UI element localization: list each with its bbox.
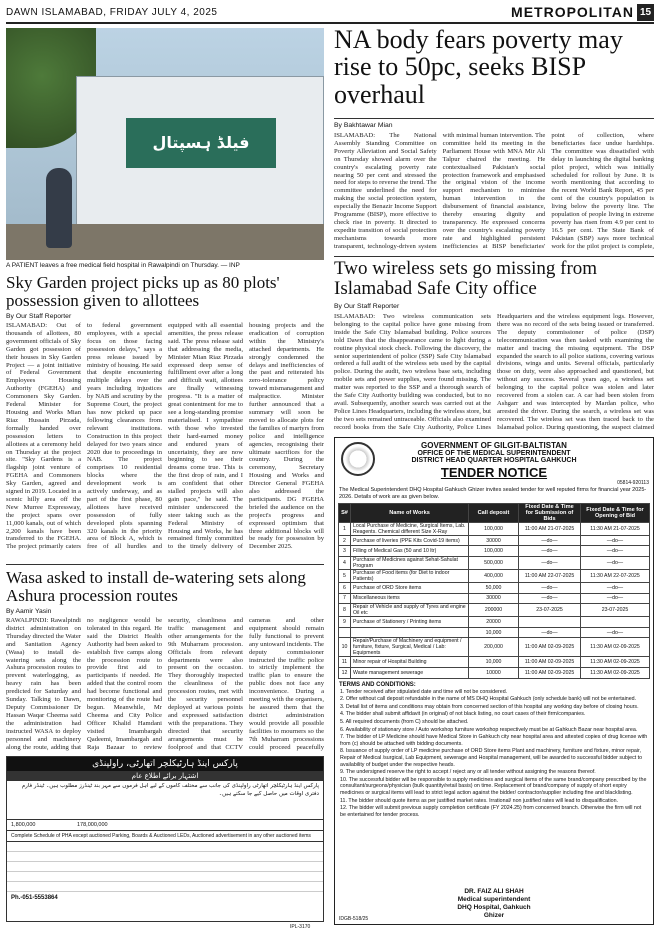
col-submission: Fixed Date & Time for Submission of Bids — [519, 503, 581, 522]
term-item: 11. The bidder should quote items as per justified market rates. Irrational/ non justified rates will lead to disqualification. — [340, 797, 619, 804]
cell-opening: —do— — [581, 627, 650, 638]
wasa-body: RAWALPINDI: Rawalpindi district administration on Thursday directed the Water and Sanitation Agency (Wasa) to install de-watering sets along the Ashura procession routes to prevent waterlogging, as heavy rain has been predicted for Saturday and Sunday. Talking to Dawn, Deputy Commissioner Dr Hassan Waqar Cheema said the administration had instructed WASA to deploy personnel and machinery along the route, adding that no negligence would be tolerated in this regard. He said the District Health Authority had been asked to establish five camps along the procession route to provide first aid to participants if needed. He added that the control room had become functional and monitoring of the route had begun. Meanwhile, Mr Cheema and City Police Officer Khalid Hamdani visited Imambargah Qadeemi, Imambargah and Raja Bazaar to review security, cleanliness and traffic management and other arrangements for the 9th Muharram procession. Officials from relevant departments were also present on the occasion. They thoroughly inspected the cleanliness of the procession routes, met with the security personnel deployed at various points and expressed satisfaction with the preparations. They directed that security arrangements must be foolproof and that CCTV cameras and other equipment should remain fully functional to prevent any untoward incidents. The deputy commissioner instructed the traffic police to strictly implement the traffic plan to ensure the public does not face any inconvenience. During a meeting with the organisers, he assured them that the district administration would provide all possible facilities to mourners so the 7th Muharram processions could proceed peacefully — [6, 617, 324, 751]
cell-sn: 2 — [339, 535, 351, 546]
wireless-byline: By Our Staff Reporter — [334, 303, 400, 310]
urdu-advertisement — [6, 756, 324, 922]
tender-table-header — [339, 503, 650, 522]
cell-work — [351, 627, 469, 638]
ad-amount-row — [7, 819, 323, 831]
cell-submission: —do— — [519, 593, 581, 604]
term-item: 12. The bidder will submit previous supply completion certificate (FY 2024.25) from concerned branch. Otherwise the firm will not be entertained for tender process. — [340, 805, 642, 818]
ad-body: پارکس اینڈ ہارٹیکلچر اتھارٹی راولپنڈی کی جانب سے مختلف کاموں کے لیے اہل فرموں سے مہر بند ٹینڈرز مطلوب ہیں۔ ٹینڈر فارم دفتری اوقات میں حاصل کیے جا سکتے ہیں۔ — [21, 783, 319, 797]
term-item: 10. The successful bidder will be responsible to supply medicines and surgical items of the same brand/company prescribed by the consultant/surgeons/physician (bulk quantity/retail basis) on time. Replacement of brand/company of supply of short expiry medicines or surgical items will lead to strict legal action against the bidder/ contractor/supplier including fine and blacklisting. — [340, 776, 647, 797]
signer-name: DR. FAIZ ALI SHAH — [464, 887, 524, 895]
term-item: 7. The bidder of LP Medicine should have Medical Store in Gahkuch city near hospital area and attested copies of drug license with from (c) should be attached with bidding documents. — [340, 734, 648, 747]
tender-title: TENDER NOTICE — [440, 465, 548, 480]
table-row — [339, 627, 650, 638]
cell-opening: —do— — [581, 582, 650, 593]
cell-work: Waste management sewerage — [351, 667, 469, 678]
cell-submission: —do— — [519, 556, 581, 569]
cell-opening: 23-07-2025 — [581, 604, 650, 617]
cell-opening: —do— — [581, 546, 650, 557]
table-row — [339, 657, 650, 668]
tender-table — [338, 503, 650, 679]
term-item: 2. Offer without call deposit refundable in the name of MS DHQ Hospital Gahkuch (only schedule bank) will not be entertained. — [340, 696, 637, 703]
ad-code: IPL-3170 — [290, 924, 311, 930]
skygarden-headline: Sky Garden project picks up as 80 plots' possession given to allottees — [6, 273, 280, 310]
cell-work: Filling of Medical Gas (50 and 10 ltr) — [351, 546, 469, 557]
col-sn: S# — [339, 503, 351, 522]
cell-work: Purchase of ORD Store items — [351, 582, 469, 593]
skygarden-byline: By Our Staff Reporter — [6, 313, 72, 320]
cell-sn: 3 — [339, 546, 351, 557]
skygarden-body: ISLAMABAD: Out of thousands of allottees, 80 government officials of Sky Garden got possession of their houses in Sky Garden Project — a joint initiative of Federal Government Employees Housing Authority (FGEHA) and Commoners Sky Garden. Federal Minister for Housing and Works Mian Riaz Hussain Pirzada, formally handed over possession letters to allottees at a ceremony held on Thursday at the project site. "Sky Gardens is a flagship joint venture of FGEHA and Commoners Sky Garden, agreed and signed in 2019. Located in a scenic hilly area off the New Murree Expressway, the project spans over 11,000 kanals, out of which 2,200 kanals have been transferred to the FGEHA. The project primarily caters to federal government employees, with a special focus on those facing possession delays," says a press release issued by ministry of housing. He said that despite encountering multiple delays over the years including injustices by NAB and scrutiny by the Supreme Court, the project has now picked up pace following clearances from relevant institutions. Construction in this project delayed for two years since 2020 due to proceedings in NAB. The project comprises 10 residential blocks where the development work is actively underway, and as part of the first phase, 80 allottees have received possession of fully developed plots spanning 320 kanals in the priority area of Block A, which is free of all hurdles and equipped with all essential amenities, the press release said. The press release said that addressing the media, Minister Mian Riaz Pirzada expressed deep sense of fulfillment over after a long and difficult wait, allottees are finally witnessing progress. "It is a matter of great contentment for me to see a long-standing promise materialised. I sympathise with those who invested their hard-earned money and endured years of uncertainty, they are now beginning to see their dreams come true. This is the first drop of rain, and I am confident that other stalled projects will also gain pace," he said. The minister underscored the steer taking such as the Federal Ministry of Housing and Works, he has remained firmly committed to the timely delivery of housing projects and the eradication of corruption within the Ministry's attached departments. He strongly condemned the delays and inefficiencies of the past and reiterated his zero-tolerance policy toward mismanagement and malpractice. Minister further announced that a summary will soon be moved to allocate plots for the families of martyrs from police and intelligence agencies, recognising their ultimate sacrifices for the country. During the ceremony, Secretary Housing and Works and Director General FGEHA also addressed the participants. DG FGEHA briefed the audience on the project's progress and expressed optimism that three additional blocks will be ready for possession by December 2025. — [6, 322, 324, 551]
cell-submission: 11:00 AM 02-09-2025 — [519, 667, 581, 678]
ad-amount-2: 178,000,000 — [77, 822, 108, 828]
cell-deposit: 10,000 — [469, 657, 519, 668]
tender-table-body — [339, 522, 650, 678]
page-number: 15 — [637, 4, 654, 21]
section-title: METROPOLITAN — [511, 4, 634, 20]
cell-deposit: 400,000 — [469, 569, 519, 582]
cell-opening: —do— — [581, 593, 650, 604]
table-row — [339, 582, 650, 593]
cell-work: Miscellaneous items — [351, 593, 469, 604]
cell-opening: —do— — [581, 556, 650, 569]
cell-opening: —do— — [581, 535, 650, 546]
signer-place: Ghizer — [483, 911, 505, 919]
ad-contact: Ph.-051-5553864 — [11, 895, 58, 901]
col-works: Name of Works — [351, 503, 469, 522]
gb-seal-icon — [341, 442, 375, 476]
cell-sn: 8 — [339, 604, 351, 617]
cell-work: Repair of Vehicle and supply of Tyres and engine Oil etc — [351, 604, 469, 617]
cell-sn: 10 — [339, 638, 351, 657]
bisp-headline: NA body fears poverty may rise to 50pc, seeks BISP overhaul — [334, 25, 623, 109]
patient-figure — [46, 168, 72, 248]
cell-deposit: 30000 — [469, 535, 519, 546]
cell-submission: —do— — [519, 582, 581, 593]
signer-org: DHQ Hospital, Gahkuch — [457, 903, 531, 911]
cell-submission: —do— — [519, 546, 581, 557]
cell-work: Local Purchase of Medicine, Surgical Items, Lab. Reagents. Chemical different Size X-Ray — [351, 522, 469, 535]
cell-sn: 12 — [339, 667, 351, 678]
ad-title: پارکس اینڈ ہارٹیکلچر اتھارٹی، راولپنڈی — [7, 757, 323, 771]
cell-submission: 11:00 AM 02-09-2025 — [519, 638, 581, 657]
cell-submission: 11:00 AM 22-07-2025 — [519, 569, 581, 582]
ad-subtitle: اشتہار برائے اطلاع عام — [7, 771, 323, 781]
cell-sn: 1 — [339, 522, 351, 535]
term-item: 4. The bidder shall submit affidavit (in original) of not black listing, no court cases of their firm/companies. — [340, 711, 586, 718]
terms-list — [335, 689, 653, 819]
cell-sn: 7 — [339, 593, 351, 604]
cell-submission: 11:00 AM 02-09-2025 — [519, 657, 581, 668]
cell-submission — [519, 617, 581, 628]
cell-work: Repair/Purchase of Machinery and equipment / furniture, fixture, Surgical, Medical / Lab: Equipments — [351, 638, 469, 657]
cell-opening: 11:30 AM 02-09-2025 — [581, 667, 650, 678]
cell-work: Purchase of Medicines against Sehat-Sahulat Program — [351, 556, 469, 569]
cell-deposit: 500,000 — [469, 556, 519, 569]
table-row — [339, 556, 650, 569]
divider — [6, 564, 324, 565]
hospital-sign: فیلڈ ہسپتال — [126, 118, 276, 168]
cell-sn: 5 — [339, 569, 351, 582]
cell-deposit: 100,000 — [469, 522, 519, 535]
table-row — [339, 546, 650, 557]
table-row — [339, 569, 650, 582]
cell-deposit: 200000 — [469, 604, 519, 617]
term-item: 1. Tender received after stipulated date and time will not be considered. — [340, 688, 508, 695]
term-item: 3. Detail list of items and conditions may obtain from concerned section of this hospital any working day before of closing hours. — [340, 703, 639, 710]
bisp-byline: By Bakhtawar Mian — [334, 122, 393, 129]
table-row — [339, 593, 650, 604]
col-opening: Fixed Date & Time for Opening of Bid — [581, 503, 650, 522]
table-row — [339, 617, 650, 628]
cell-submission: 11:00 AM 21-07-2025 — [519, 522, 581, 535]
tender-intro: The Medical Superintendent DHQ Hospital Gahkuch Ghizer invites sealed tender for well reputed firms for financial year 2025-2026. Details of work are as given below. — [339, 487, 647, 500]
cell-deposit: 200,000 — [469, 638, 519, 657]
photo-caption: A PATIENT leaves a free medical field hospital in Rawalpindi on Thursday. — INP — [6, 262, 240, 269]
cell-deposit: 20000 — [469, 617, 519, 628]
cell-opening: 11:30 AM 02-09-2025 — [581, 657, 650, 668]
cell-submission: —do— — [519, 535, 581, 546]
cell-opening: 11:30 AM 02-09-2025 — [581, 638, 650, 657]
wasa-byline: By Aamir Yasin — [6, 608, 52, 615]
dateline: DAWN ISLAMABAD, FRIDAY JULY 4, 2025 — [6, 7, 218, 18]
cell-deposit: 100,000 — [469, 546, 519, 557]
bisp-body: ISLAMABAD: The National Assembly Standing Committee on Poverty Alleviation and Social Safety on Thursday showed alarm over the country's escalating poverty rate nearing 50 per cent and stressed the need for steps to reverse the trend. The committee underlined the need for making the social protection system, especially the Benazir Income Support Programme (BISP), more effective to check rise in poverty. It directed to expedite transition of social protection mechanisms towards more transparent, technology-driven system with minimal human intervention. The committee held its meeting in the Parliament House with MNA Mir Ali Talpur chaired the meeting. He contextualised Pakistan's social protection framework and emphasised the original vision of the income support mechanism to minimise human intervention in the disbursement of financial assistance, thereby ensuring dignity and transparency. He expressed concerns over the country's escalating poverty rate and highlighted persistent inefficiencies at BISP beneficiaries' point of collection, where beneficiaries face undue hardships. The committee was dissatisfied with delay in launching the digital banking pilot project, which was initially scheduled for rollout by June. It is worth mentioning that according to the recent World Bank Report, 45 per cent of the country's population is living below the poverty line. The population of people living in extreme poverty has risen from 4.9 per cent to 16.5 per cent. The State Bank of Pakistan (SBP) says more technical work for the pilot project is complete, — [334, 132, 654, 250]
col-deposit: Call deposit — [469, 503, 519, 522]
term-item: 5. All required documents (from C) should be attached. — [340, 718, 469, 725]
table-row — [339, 667, 650, 678]
tender-office: OFFICE OF THE MEDICAL SUPERINTENDENT — [417, 450, 571, 457]
cell-sn: 9 — [339, 617, 351, 628]
tender-code: IDGB-518/25 — [339, 916, 369, 922]
cell-submission: —do— — [519, 627, 581, 638]
cell-sn: 4 — [339, 556, 351, 569]
cell-deposit: 50,000 — [469, 582, 519, 593]
cell-opening — [581, 617, 650, 628]
term-item: 9. The undersigned reserve the right to accept / reject any or all tender without assigning the reasons thereof. — [340, 769, 596, 776]
cell-work: Minor repair of Hospital Building — [351, 657, 469, 668]
table-row — [339, 535, 650, 546]
cell-submission: 23-07-2025 — [519, 604, 581, 617]
cell-sn: 6 — [339, 582, 351, 593]
wireless-body: ISLAMABAD: Two wireless communication sets belonging to the capital police have gone missing from inside the Safe City Islamabad building. Police sources told Dawn that the disappearance came to light during a routine physical stock check. Following the discovery, the senior superintendent of police (SSP) Safe City Islamabad ordered a full audit of the wireless sets used by the capital police. During the audit, two wireless base sets, including mobile sets and power supplies, were found missing. The matter was reported to the SSP and a thorough search of the Safe City Authority building was conducted, but to no avail. Subsequently, another search was carried out at the Police Lines Headquarters, including the wireless store, but the two sets remained untraceable. Officials also examined record books from the Safe City Authority, Police Lines Headquarters and the wireless equipment logs. However, there was no record of the sets being issued or transferred. The deputy commissioner of police (DSP) telecommunication was then tasked with examining the matter and tracing the missing equipment. The DSP expanded the search to all police stations, covering various divisions, wings and units. Several officials, particularly those on duty, were also approached and questioned, but without any success. Several years ago, a wireless set belonging to the capital police was stolen and later recovered from a stolen car. A car had been stolen from Ashgarr and was intercepted by Mardan police, who arrested the driver. During the search, a wireless set was recovered. The wireless set was then traced back to the Islamabad police. During questioning, the suspect claimed — [334, 313, 654, 431]
tender-gov: GOVERNMENT OF GILGIT-BALTISTAN — [421, 441, 567, 450]
tender-hospital: DISTRICT HEAD QUARTER HOSPITAL GAHKUCH — [411, 457, 577, 464]
photo-field-hospital — [6, 28, 324, 260]
table-row — [339, 522, 650, 535]
tender-phone: 05814-920113 — [617, 480, 649, 486]
cell-deposit: 10000 — [469, 667, 519, 678]
ad-amount: 1,800,000 — [11, 822, 36, 828]
cell-sn — [339, 627, 351, 638]
table-row — [339, 604, 650, 617]
cell-opening: 11:30 AM 21-07-2025 — [581, 522, 650, 535]
cell-work: Purchase of Food items (for Diet to indoor Patients) — [351, 569, 469, 582]
wasa-headline: Wasa asked to install de-watering sets along Ashura procession routes — [6, 568, 306, 605]
terms-title: TERMS AND CONDITIONS: — [339, 681, 416, 688]
cell-sn: 11 — [339, 657, 351, 668]
term-item: 8. Issuance of supply order of LP medicine purchase of ORD Store items Plant and machinery, furniture and fixture, minor repair, Repair of Medical /surgical, Lab Equipment, sewerage and Hospital management, will be awarded to successful bidder subject to availability of budget under the respective heads. — [340, 748, 643, 768]
term-item: 6. Availability of stationary store / Auto workshop furniture workshop respectively must be at Gahkuch Bazar near hospital area. — [340, 726, 638, 733]
divider — [334, 256, 654, 257]
cell-work: Purchase of Stationery / Printing items — [351, 617, 469, 628]
signer-title: Medical superintendent — [457, 895, 531, 903]
wireless-headline: Two wireless sets go missing from Islamabad Safe City office — [334, 258, 598, 299]
cell-work: Purchase of liveries (PPE Kits Covid-19 items) — [351, 535, 469, 546]
tender-signature — [335, 888, 653, 921]
masthead — [6, 4, 654, 24]
tender-notice — [334, 437, 654, 925]
table-row — [339, 638, 650, 657]
divider — [334, 118, 654, 119]
cell-deposit: 30000 — [469, 593, 519, 604]
ad-text-lines — [7, 842, 323, 894]
ad-schedule-note: Complete Schedule of PHA except auctioned Parking, Boards & Auctioned LEDs, Auctioned advertisement in any other auctioned items — [7, 831, 323, 842]
cell-opening: 11:30 AM 22-07-2025 — [581, 569, 650, 582]
cell-deposit: 10,000 — [469, 627, 519, 638]
